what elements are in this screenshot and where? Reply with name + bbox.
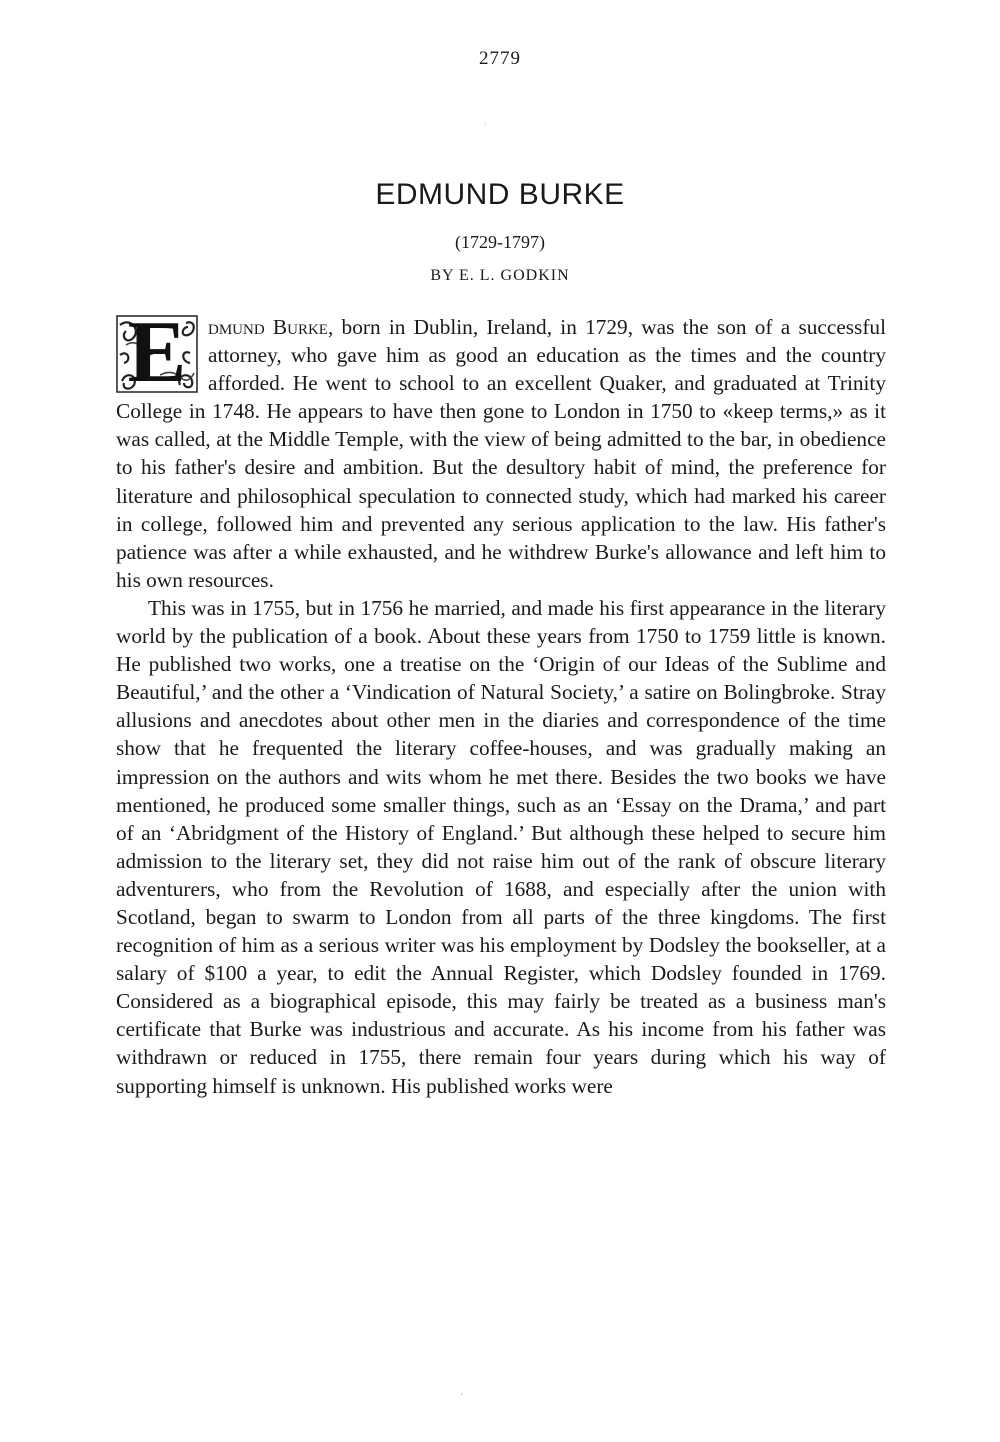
scan-mark-bottom: · — [460, 1390, 464, 1401]
scan-mark: · — [484, 120, 487, 129]
byline: BY E. L. GODKIN — [430, 267, 570, 284]
dropcap-letter: E — [127, 304, 187, 401]
paragraph-1 — [116, 304, 887, 594]
paragraph-1-text: , born in Dublin, Ireland, in 1729, was the son of a successful attorney, who gave him as good an education as the times and the country afforded. He went to school to an excellent Quaker, and graduated at Trinity College in 1748. He appears to have then gone to London in 1750 to «keep terms,» as it was called, at the Middle Temple, with the view of being admitted to the bar, in obedience to his father's desire and ambition. But the desultory habit of mind, the preference for literature and philosophical speculation to connected study, which had marked his career in college, followed him and prevented any serious application to the law. His father's patience was after a while exhausted, and he withdrew Burke's allowance and left him to his own resources. — [116, 315, 887, 592]
article-title: EDMUND BURKE — [375, 178, 625, 211]
ornamental-dropcap — [116, 304, 198, 401]
life-dates: (1729-1797) — [455, 232, 545, 252]
article-body — [116, 304, 887, 1100]
opening-words: dmund Burke — [208, 315, 328, 339]
paragraph-2: This was in 1755, but in 1756 he married, and made his first appearance in the literary world by the publication of a book. About these years from 1750 to 1759 little is known. He published two works, one a treatise on the ‘Origin of our Ideas of the Sublime and Beautiful,’ and the other a ‘Vindication of Natural Society,’ a satire on Bolingbroke. Stray allusions and anecdotes about other men in the diaries and correspondence of the time show that he frequented the literary coffee-houses, and was gradually making an impression on the authors and wits whom he met there. Besides the two books we have mentioned, he produced some smaller things, such as an ‘Essay on the Drama,’ and part of an ‘Abridgment of the History of England.’ But although these helped to secure him admission to the literary set, they did not raise him out of the rank of obscure literary adventurers, who from the Revolution of 1688, and especially after the union with Scotland, began to swarm to London from all parts of the three kingdoms. The first recognition of him as a serious writer was his employment by Dodsley the bookseller, at a salary of $100 a year, to edit the Annual Register, which Dodsley founded in 1769. Considered as a biographical episode, this may fairly be treated as a business man's certificate that Burke was industrious and accurate. As his income from his father was withdrawn or reduced in 1755, there remain four years during which his way of supporting himself is unknown. His published works were — [116, 595, 886, 1098]
page-number: 2779 — [479, 48, 521, 69]
